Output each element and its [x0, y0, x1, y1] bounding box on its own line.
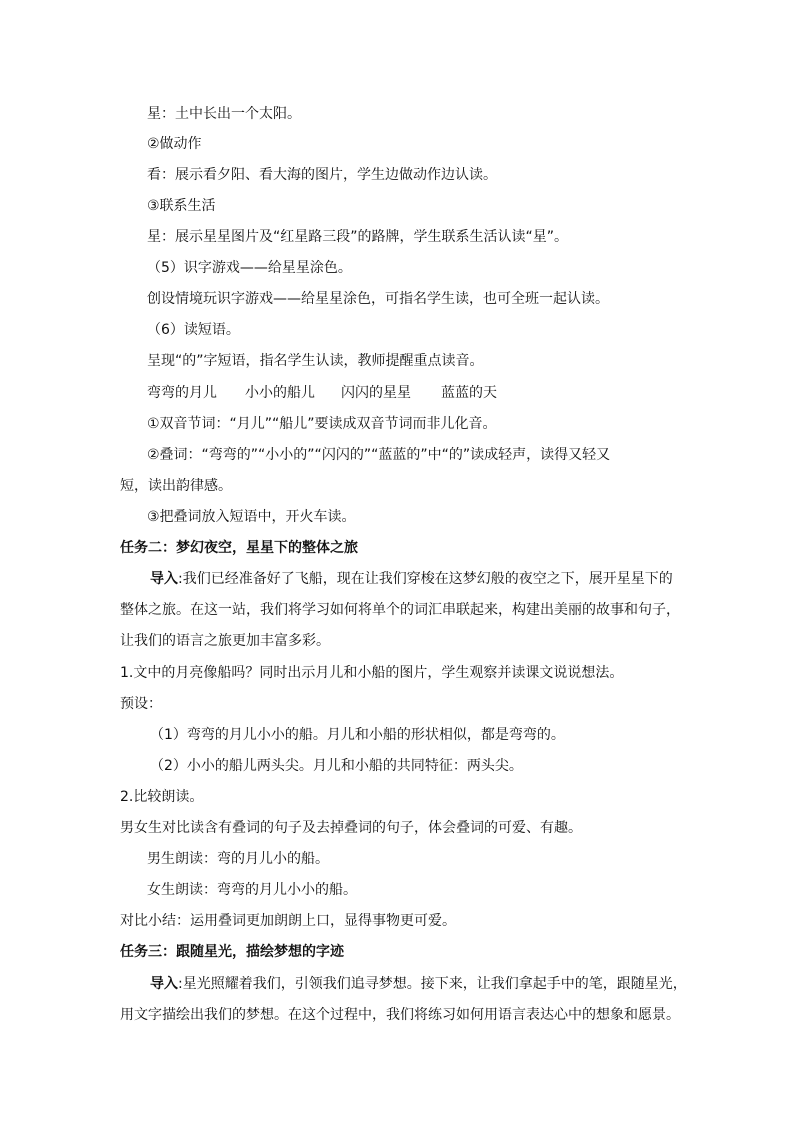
text-line-reduplication-cont: 短，读出韵律感。 [120, 478, 232, 494]
phrase-item: 蓝蓝的天 [441, 385, 497, 401]
text-line-double-syllable: ①双音节词：“月儿”“船儿”要读成双音节词而非儿化音。 [147, 416, 497, 432]
phrase-item: 小小的船儿 [245, 385, 315, 401]
text-line-preset: 预设： [120, 696, 162, 712]
text-line-xing-sign: 星：展示星星图片及“红星路三段”的路牌，学生联系生活认读“星”。 [147, 229, 569, 245]
text-line-xing-sun: 星：土中长出一个太阳。 [147, 106, 301, 122]
text-line-compare-detail: 男女生对比读含有叠词的句子及去掉叠词的句子，体会叠词的可爱、有趣。 [120, 820, 582, 836]
text-line-kan: 看：展示看夕阳、看大海的图片，学生边做动作边认读。 [147, 167, 497, 183]
text-line-do-action: ②做动作 [147, 136, 202, 152]
text-line-question-1: 1.文中的月亮像船吗？同时出示月儿和小船的图片，学生观察并读课文说说想法。 [120, 665, 624, 681]
text-line-read-phrases: （6）读短语。 [147, 322, 240, 338]
task-three-intro [150, 975, 710, 993]
text-line-de-phrases: 呈现“的”字短语，指名学生认读，教师提醒重点读音。 [147, 353, 484, 369]
text-line-reduplication: ②叠词：“弯弯的”“小小的”“闪闪的”“蓝蓝的”中“的”读成轻声，读得又轻又 [147, 447, 611, 463]
text-line-train-read: ③把叠词放入短语中，开火车读。 [147, 509, 356, 525]
text-line-boys-read: 男生朗读：弯的月儿小的船。 [147, 851, 329, 867]
text-line-connect-life: ③联系生活 [147, 198, 216, 214]
task-two-intro [150, 570, 710, 588]
text-line-preset-2: （2）小小的船儿两头尖。月儿和小船的共同特征：两头尖。 [150, 758, 523, 774]
task-three-heading: 任务三：跟随星光，描绘梦想的字迹 [120, 944, 344, 960]
text-line-intro-cont-2: 让我们的语言之旅更加丰富多彩。 [120, 633, 330, 649]
intro-lead: 导入 [150, 571, 178, 587]
intro-text: :我们已经准备好了飞船，现在让我们穿梭在这梦幻般的夜空之下，展开星星下的 [178, 571, 673, 587]
intro-lead: 导入 [150, 976, 178, 992]
text-line-girls-read: 女生朗读：弯弯的月儿小小的船。 [147, 882, 357, 898]
task-two-heading: 任务二：梦幻夜空，星星下的整体之旅 [120, 540, 358, 556]
text-line-game-heading: （5）识字游戏——给星星涂色。 [147, 260, 352, 276]
text-line-intro-cont-1: 整体之旅。在这一站，我们将学习如何将单个的词汇串联起来，构建出美丽的故事和句子， [120, 602, 680, 618]
text-line-preset-1: （1）弯弯的月儿小小的船。月儿和小船的形状相似，都是弯弯的。 [150, 727, 565, 743]
text-line-compare-read: 2.比较朗读。 [120, 789, 204, 805]
phrase-item: 弯弯的月儿 [147, 385, 217, 401]
text-line-summary: 对比小结：运用叠词更加朗朗上口，显得事物更可爱。 [120, 913, 456, 929]
text-line-game-detail: 创设情境玩识字游戏——给星星涂色，可指名学生读，也可全班一起认读。 [147, 291, 609, 307]
intro-text: :星光照耀着我们，引领我们追寻梦想。接下来，让我们拿起手中的笔，跟随星光， [178, 976, 687, 992]
phrase-row [147, 384, 707, 402]
text-line-intro3-cont: 用文字描绘出我们的梦想。在这个过程中，我们将练习如何用语言表达心中的想象和愿景。 [120, 1007, 680, 1023]
phrase-item: 闪闪的星星 [341, 385, 411, 401]
